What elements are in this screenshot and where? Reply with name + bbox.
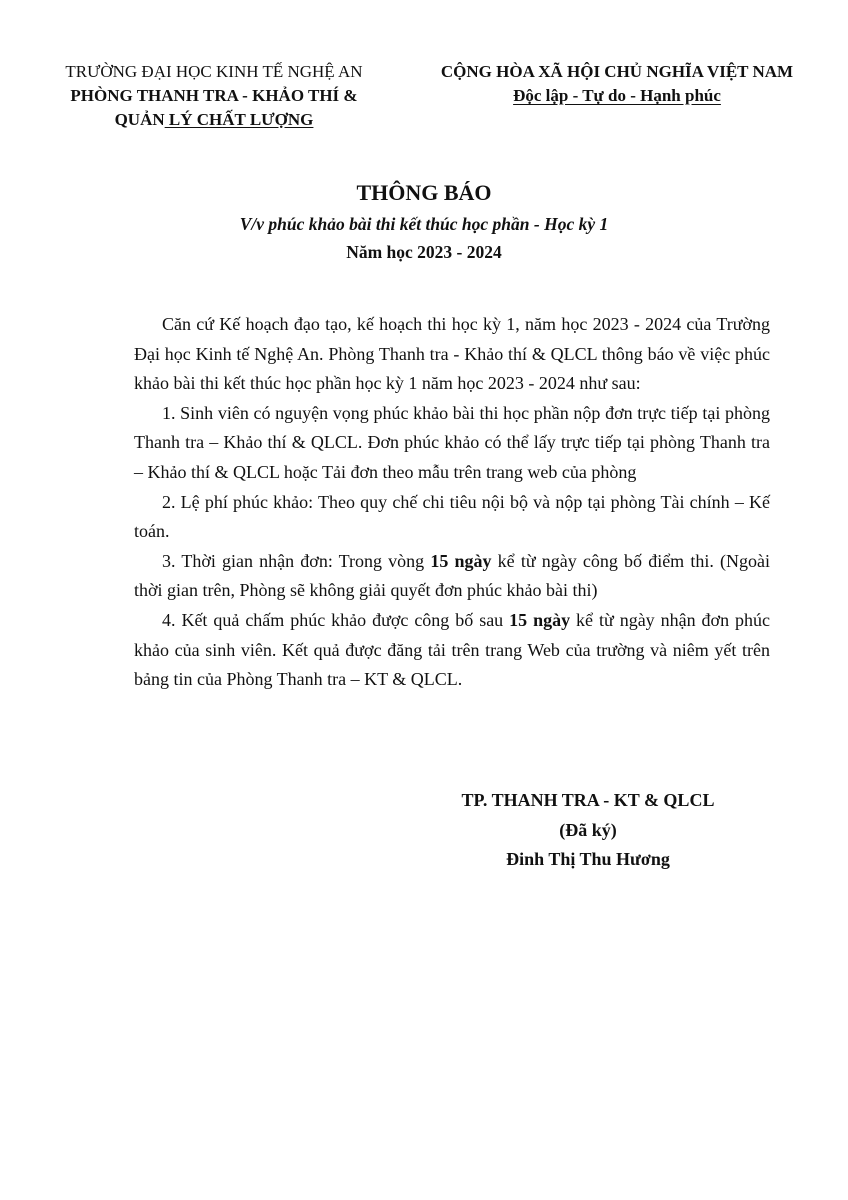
item-3-deadline: 15 ngày — [430, 550, 492, 571]
document-title: THÔNG BÁO — [356, 180, 492, 205]
item-3-text-start: 3. Thời gian nhận đơn: Trong vòng — [162, 550, 431, 571]
signature-status: (Đã ký) — [559, 819, 617, 840]
department-name-line2 — [44, 108, 384, 132]
parent-organization: TRƯỜNG ĐẠI HỌC KINH TẾ NGHỆ AN — [65, 62, 363, 81]
item-3-text-end: kể từ ngày công bố điểm thi. (Ngoài thời gian trên, Phòng sẽ không giải quyết đơn phúc khảo bài thi) — [134, 550, 770, 601]
item-4-paragraph — [134, 606, 770, 695]
item-4-text-start: 4. Kết quả chấm phúc khảo được công bố sau — [162, 609, 510, 630]
document-title-block — [0, 176, 848, 266]
item-3-paragraph — [134, 547, 770, 606]
item-1-paragraph: 1. Sinh viên có nguyện vọng phúc khảo bài thi học phần nộp đơn trực tiếp tại phòng Thanh tra – Khảo thí & QLCL. Đơn phúc khảo có thể lấy trực tiếp tại phòng Thanh tra – Khảo thí & QLCL hoặc Tải đơn theo mẫu trên trang web của phòng — [134, 402, 770, 482]
document-body — [134, 310, 770, 695]
department-name-line2-end: LÝ CHẤT LƯỢNG — [164, 110, 314, 129]
issuing-organization — [44, 60, 384, 132]
intro-paragraph: Căn cứ Kế hoạch đạo tạo, kế hoạch thi học kỳ 1, năm học 2023 - 2024 của Trường Đại học Kinh tế Nghệ An. Phòng Thanh tra - Khảo thí & QLCL thông báo về việc phúc khảo bài thi kết thúc học phần học kỳ 1 năm học 2023 - 2024 như sau: — [134, 314, 770, 394]
item-4-text-end: kể từ ngày nhận đơn phúc khảo của sinh viên. Kết quả được đăng tải trên trang Web của trường và niêm yết trên bảng tin của Phòng Thanh tra – KT & QLCL. — [134, 609, 771, 690]
document-subject: V/v phúc khảo bài thi kết thúc học phần - Học kỳ 1 — [239, 214, 609, 234]
national-heading — [402, 60, 832, 108]
signature-block — [400, 786, 776, 875]
signer-position: TP. THANH TRA - KT & QLCL — [461, 790, 715, 810]
department-name-line2-start: QUẢN — [114, 110, 165, 129]
signer-name: Đinh Thị Thu Hương — [506, 849, 670, 869]
item-4-deadline: 15 ngày — [509, 609, 571, 630]
country-name: CỘNG HÒA XÃ HỘI CHỦ NGHĨA VIỆT NAM — [440, 62, 794, 81]
academic-year: Năm học 2023 - 2024 — [346, 242, 502, 262]
item-2-paragraph: 2. Lệ phí phúc khảo: Theo quy chế chi tiêu nội bộ và nộp tại phòng Tài chính – Kế toán. — [134, 491, 770, 542]
department-name-line1: PHÒNG THANH TRA - KHẢO THÍ & — [70, 86, 358, 105]
national-motto: Độc lập - Tự do - Hạnh phúc — [513, 86, 721, 105]
